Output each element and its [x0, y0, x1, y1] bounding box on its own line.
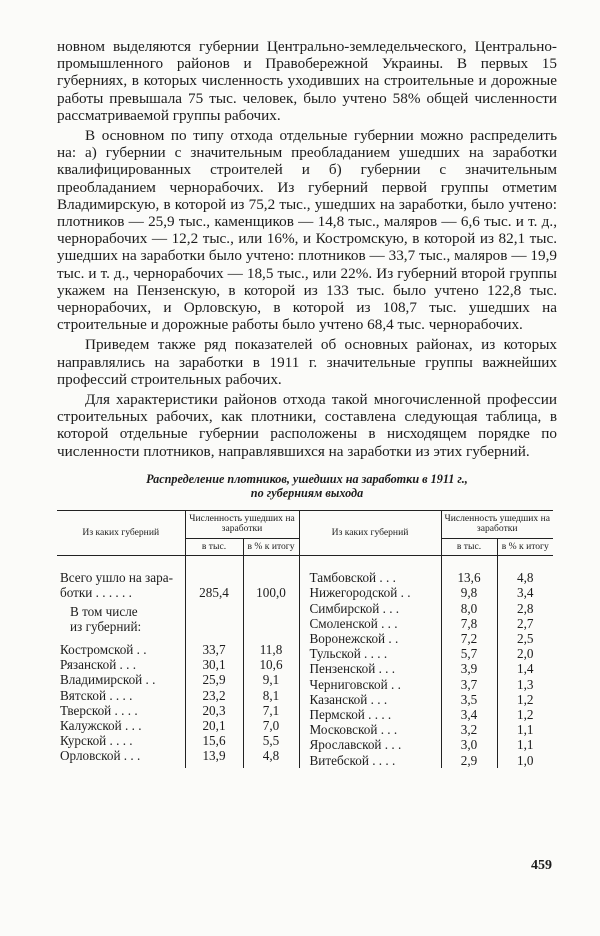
left-row-name-1: Рязанской . . .	[60, 657, 137, 673]
paragraph-2: В основном по типу отхода отдельные губернии можно распределить на: а) губернии с значительным преобладанием ушедших на заработки квалифицированных строителей и б) губернии с значительным преобладанием чернорабочих. Из губерний первой группы отметим Владимирскую, в которой из 75,2 тыс., ушедших на заработки, было учтено: плотников — 25,9 тыс., каменщиков — 14,8 тыс., маляров — 6,6 тыс. и т. д., чернорабочих — 12,2 тыс., или 16%, и Костромскую, в которой из 82,1 тыс. ушедших на заработки было учтено: плотников — 33,7 тыс., маляров — 19,9 тыс. и т. д., чернорабочих — 18,5 тыс., или 22%. Из губерний второй группы укажем на Пензенскую, в которой из 133 тыс. было учтено 122,8 тыс. чернорабочих, и Орловскую, в которой из 108,7 тыс. ушедших на строительные и дорожные работы было учтено 68,4 тыс. чернорабочих.	[57, 127, 557, 334]
right-row-pct-10: 1,1	[517, 722, 534, 738]
right-row-thousands-3: 7,8	[460, 615, 478, 631]
right-row-thousands-12: 2,9	[460, 752, 478, 768]
right-row-thousands-11: 3,0	[460, 737, 478, 753]
right-column-thousands	[441, 556, 497, 768]
left-row-thousands-1: 30,1	[202, 657, 226, 673]
right-row-pct-0: 4,8	[517, 570, 534, 586]
left-column-pct	[243, 556, 299, 768]
right-row-name-8: Казанской . . .	[309, 691, 388, 707]
right-row-name-6: Пензенской . . .	[309, 661, 396, 677]
right-row-pct-2: 2,8	[517, 600, 534, 616]
left-row-thousands-3: 23,2	[202, 687, 226, 703]
left-column-names	[57, 556, 185, 768]
right-row-thousands-2: 8,0	[460, 600, 478, 616]
total-thousands: 285,4	[199, 585, 229, 601]
header-from-right: Из каких губерний	[299, 510, 441, 555]
left-row-name-0: Костромской . .	[60, 641, 147, 657]
right-row-thousands-9: 3,4	[460, 706, 478, 722]
total-label-line-1: Всего ушло на зара-	[60, 570, 173, 586]
left-row-pct-2: 9,1	[262, 672, 280, 688]
right-row-thousands-1: 9,8	[460, 585, 478, 601]
right-column-names	[299, 556, 441, 768]
right-row-name-12: Витебской . . . .	[309, 752, 396, 768]
paragraph-4: Для характеристики районов отхода такой многочисленной профессии строительных рабочих, как плотники, составлена следующая таблица, в которой отдельные губернии расположены в нисходящем порядке по численности плотников, направлявшихся на заработки из этих губерний.	[57, 391, 557, 460]
carpenters-table	[57, 510, 553, 768]
right-column-pct	[497, 556, 553, 768]
right-row-thousands-10: 3,2	[460, 722, 478, 738]
total-pct: 100,0	[256, 585, 286, 601]
right-row-name-4: Воронежской . .	[309, 630, 399, 646]
left-row-thousands-5: 20,1	[202, 717, 226, 733]
right-row-thousands-6: 3,9	[460, 661, 478, 677]
left-column-thousands	[185, 556, 243, 768]
left-row-name-5: Калужской . . .	[60, 717, 142, 733]
header-count-left: Численность ушедших на заработки	[185, 510, 299, 538]
right-row-thousands-8: 3,5	[460, 691, 478, 707]
table-caption-line-1: Распределение плотников, ушедших на заработки в 1911 г.,	[146, 471, 468, 486]
right-row-pct-1: 3,4	[517, 585, 534, 601]
left-row-pct-7: 4,8	[262, 748, 280, 764]
right-row-pct-8: 1,2	[517, 691, 534, 707]
right-row-pct-6: 1,4	[517, 661, 534, 677]
left-row-name-7: Орловской . . .	[60, 748, 141, 764]
left-row-name-3: Вятской . . . .	[60, 687, 133, 703]
left-row-thousands-7: 13,9	[202, 748, 226, 764]
header-from-left: Из каких губерний	[57, 510, 185, 555]
header-pct-left: в % к итогу	[243, 538, 299, 555]
right-row-pct-4: 2,5	[517, 630, 534, 646]
left-row-pct-5: 7,0	[262, 717, 280, 733]
paragraph-3: Приведем также ряд показателей об основных районах, из которых направлялись на заработки в 1911 г. значительные группы важнейших профессий строительных рабочих.	[57, 336, 557, 388]
table-caption-line-2: по губерниям выхода	[250, 485, 364, 500]
right-row-name-10: Московской . . .	[309, 722, 398, 738]
right-row-name-7: Черниговской . .	[309, 676, 401, 692]
right-row-name-5: Тульской . . . .	[309, 646, 388, 662]
left-row-thousands-2: 25,9	[202, 672, 226, 688]
right-row-thousands-4: 7,2	[460, 630, 478, 646]
right-row-name-3: Смоленской . . .	[309, 615, 398, 631]
right-row-pct-5: 2,0	[517, 646, 534, 662]
left-row-thousands-6: 15,6	[202, 733, 226, 749]
right-row-pct-11: 1,1	[517, 737, 534, 753]
table-caption	[57, 472, 557, 500]
left-row-pct-3: 8,1	[262, 687, 280, 703]
total-label-line-2: ботки . . . . . .	[60, 585, 132, 601]
header-thousands-right: в тыс.	[441, 538, 497, 555]
right-row-pct-9: 1,2	[517, 706, 534, 722]
left-row-name-6: Курской . . . .	[60, 733, 133, 749]
left-row-pct-6: 5,5	[262, 733, 280, 749]
right-row-name-9: Пермской . . . .	[309, 706, 392, 722]
including-label-line-2: из губерний:	[70, 618, 142, 634]
header-pct-right: в % к итогу	[497, 538, 553, 555]
left-row-thousands-4: 20,3	[202, 702, 226, 718]
left-row-pct-4: 7,1	[262, 702, 280, 718]
left-row-name-2: Владимирской . .	[60, 672, 156, 688]
right-row-thousands-5: 5,7	[460, 646, 478, 662]
paragraph-1: новном выделяются губернии Центрально-земледельческого, Центрально-промышленного районов и Правобережной Украины. В первых 15 губерниях, в которых численность уходивших на строительные и дорожные работы превышала 75 тыс. человек, было учтено 58% общей численности рассматриваемой группы рабочих.	[57, 38, 557, 124]
right-row-name-2: Симбирской . . .	[309, 600, 400, 616]
left-row-name-4: Тверской . . . .	[60, 702, 138, 718]
right-row-name-11: Ярославской . . .	[309, 737, 402, 753]
left-row-pct-0: 11,8	[259, 641, 283, 657]
right-row-thousands-7: 3,7	[460, 676, 478, 692]
document-page	[57, 38, 557, 768]
right-row-pct-12: 1,0	[517, 752, 534, 768]
page-number: 459	[531, 858, 552, 873]
left-row-pct-1: 10,6	[259, 657, 283, 673]
right-row-name-1: Нижегородской . .	[309, 585, 411, 601]
right-row-name-0: Тамбовской . . .	[309, 570, 396, 586]
right-row-thousands-0: 13,6	[457, 570, 481, 586]
including-label-line-1: В том числе	[70, 603, 138, 619]
right-row-pct-7: 1,3	[517, 676, 534, 692]
right-row-pct-3: 2,7	[517, 615, 534, 631]
header-thousands-left: в тыс.	[185, 538, 243, 555]
left-row-thousands-0: 33,7	[202, 641, 226, 657]
header-count-right: Численность ушедших на заработки	[441, 510, 553, 538]
